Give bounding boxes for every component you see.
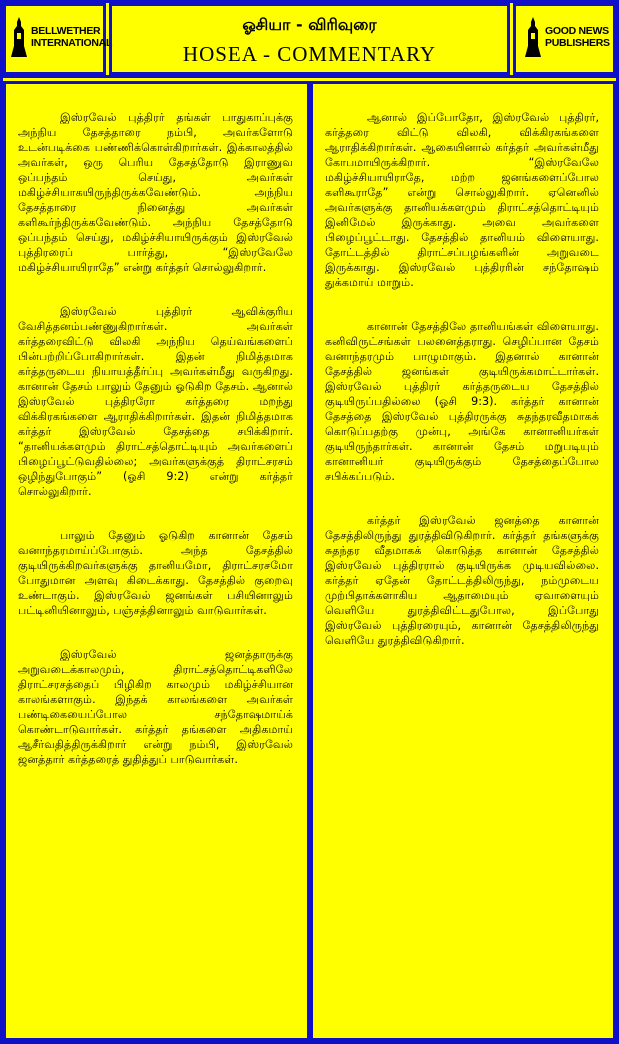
right-column (310, 81, 616, 1041)
paragraph: கானான் தேசத்திலே தானியங்கள் விளையாது. கனிவிருட்சங்கள் பலனைத்தராது. செழிப்பான தேசம் வனாந்தரமும் பாழுமாகும். இதனால் கானான் தேசத்தில் ஜனங்கள் குடியிருக்கமாட்டார்கள். இஸ்ரவேல் புத்திரர் கர்த்தருடைய தேசத்தில் குடியிருப்பதில்லை (ஓசி 9:3). கர்த்தர் கானான் தேசத்தை இஸ்ரவேல் புத்திரருக்கு சுதந்தரவீதமாகக் கொடுப்பதற்கு முன்பு, அங்கே கானானியர்கள் குடியிருந்தார்கள். கானான் தேசம் மறுபடியும் கானானியர் குடியிருக்கும் தேசத்தைப்போல சபிக்கப்படும். (325, 320, 599, 483)
left-column (3, 81, 310, 1041)
right-logo-line2: PUBLISHERS (545, 37, 610, 49)
paragraph: பாலும் தேனும் ஓடுகிற கானான் தேசம் வனாந்தரமாய்ப்போகும். அந்த தேசத்தில் குடியிருக்கிறவர்களுக்கு தானியமோ, திராட்சரசமோ போதுமான அளவு கிடைக்காது. தேசத்தில் குறைவு உண்டாகும். இஸ்ரவேல் ஜனங்கள் பசியினாலும் பட்டினியினாலும், பஞ்சத்தினாலும் வாடுவார்கள். (18, 529, 293, 617)
paragraph: இஸ்ரவேல் புத்திரர் தங்கள் பாதுகாப்புக்கு அந்நிய தேசத்தாரை நம்பி, அவர்களோடு உடன்படிக்கை பண்ணிக்கொள்கிறார்கள். இக்காலத்தில் அவர்கள், ஒரு பெரிய தேசத்தோடு இராணுவ ஒப்பந்தம் செய்து, அவர்கள் மகிழ்ச்சியாகயிருந்திருக்கவேண்டும். அந்நிய தேசத்தாரை நினைத்து அவர்கள் களிகூர்ந்திருக்கவேண்டும். அந்நிய தேசத்தோடு ஒப்பந்தம் செய்து, மகிழ்ச்சியாயிருக்கும் இஸ்ரவேல் புத்திரரைப் பார்த்து, “இஸ்ரவேலே மகிழ்ச்சியாயிராதே” என்று கர்த்தர் சொல்லுகிறார். (18, 111, 293, 274)
right-logo-line1: GOOD NEWS (545, 25, 609, 37)
paragraph: கர்த்தர் இஸ்ரவேல் ஜனத்தை கானான் தேசத்திலிருந்து துரத்திவிடுகிறார். கர்த்தர் தங்களுக்கு சுதந்தர வீதமாகக் கொடுத்த கானான் தேசத்தில் இஸ்ரவேல் புத்திரரால் குடியிருக்க முடியவில்லை. கர்த்தர் ஏதேன் தோட்டத்திலிருந்து, நம்முடைய முற்பிதாக்களாகிய ஆதாமையும் ஏவாளையும் வெளியே துரத்திவிட்டதுபோல, இப்போது இஸ்ரவேல் புத்திரரையும், கானான் தேசத்திலிருந்து வெளியே துரத்திவிடுகிறார். (325, 514, 599, 647)
title-tamil: ஓசியா - விரிவுரை (242, 15, 377, 34)
good-news-logo (513, 3, 616, 75)
bell-tower-icon (10, 16, 28, 58)
bell-tower-icon (524, 16, 542, 58)
title-english: HOSEA - COMMENTARY (182, 42, 437, 66)
paragraph: ஆனால் இப்போதோ, இஸ்ரவேல் புத்திரர், கர்த்தரை விட்டு விலகி, விக்கிரகங்களை ஆராதிக்கிறார்கள். ஆகையினால் கர்த்தர் அவர்கள்மீது கோபமாயிருக்கிறார். “இஸ்ரவேலே மகிழ்ச்சியாயிராதே, மற்ற ஜனங்களைப்போல களிகூராதே” என்று சொல்லுகிறார். ஏனெனில் அவர்களுக்கு தானியக்களமும் திராட்சத்தொட்டியும் இனிமேல் இருக்காது. அவை அவர்களை பிழைப்பூட்டாது. தேசத்தில் தானியம் விளையாது. தோட்டத்தில் திராட்சப்பழங்களின் அறுவடை இருக்காது. இஸ்ரவேல் புத்திரரின் சந்தோஷம் துக்கமாய் மாறும். (325, 111, 599, 289)
page-header (0, 0, 619, 78)
bellwether-logo (3, 3, 113, 75)
left-logo-line1: BELLWETHER (31, 25, 101, 37)
paragraph: இஸ்ரவேல் ஜனத்தாருக்கு அறுவடைக்காலமும், திராட்சத்தொட்டிகளிலே திராட்சரசத்தைப் பிழிகிற காலமும் மகிழ்ச்சியான காலங்களாகும். இந்தக் காலங்களை அவர்கள் பண்டிகையைப்போல சந்தோஷமாய்க் கொண்டாடுவார்கள். கர்த்தர் தங்களை அதிகமாய் ஆசீர்வதித்திருக்கிறார் என்று நம்பி, இஸ்ரவேல் ஜனத்தார் கர்த்தரைத் துதித்துப் பாடுவார்கள். (18, 648, 293, 766)
header-divider (0, 75, 619, 78)
left-logo-line2: INTERNATIONAL (31, 37, 113, 49)
title-box (109, 3, 510, 75)
paragraph: இஸ்ரவேல் புத்திரர் ஆவிக்குரிய வேசித்தனம்பண்ணுகிறார்கள். அவர்கள் கர்த்தரைவிட்டு விலகி அந்நிய தெய்வங்களைப் பின்பற்றிப்போகிறார்கள். இதன் நிமித்தமாக கர்த்தருடைய நியாயத்தீர்ப்பு அவர்கள்மீது வருகிறது. கானான் தேசம் பாலும் தேனும் ஓடுகிற தேசம். ஆனால் இஸ்ரவேல் புத்திரரோ கர்த்தரை மறந்து விக்கிரகங்களை ஆராதிக்கிறார்கள். இதன் நிமித்தமாக கர்த்தர் இஸ்ரவேல் தேசத்தை சபிக்கிறார். “தானியக்களமும் திராட்சத்தொட்டியும் அவர்களைப் பிழைப்பூட்டுவதில்லை; அவர்களுக்குத் திராட்சரசம் ஒழிந்துபோகும்” (ஓசி 9:2) என்று கர்த்தர் சொல்லுகிறார். (18, 305, 293, 498)
